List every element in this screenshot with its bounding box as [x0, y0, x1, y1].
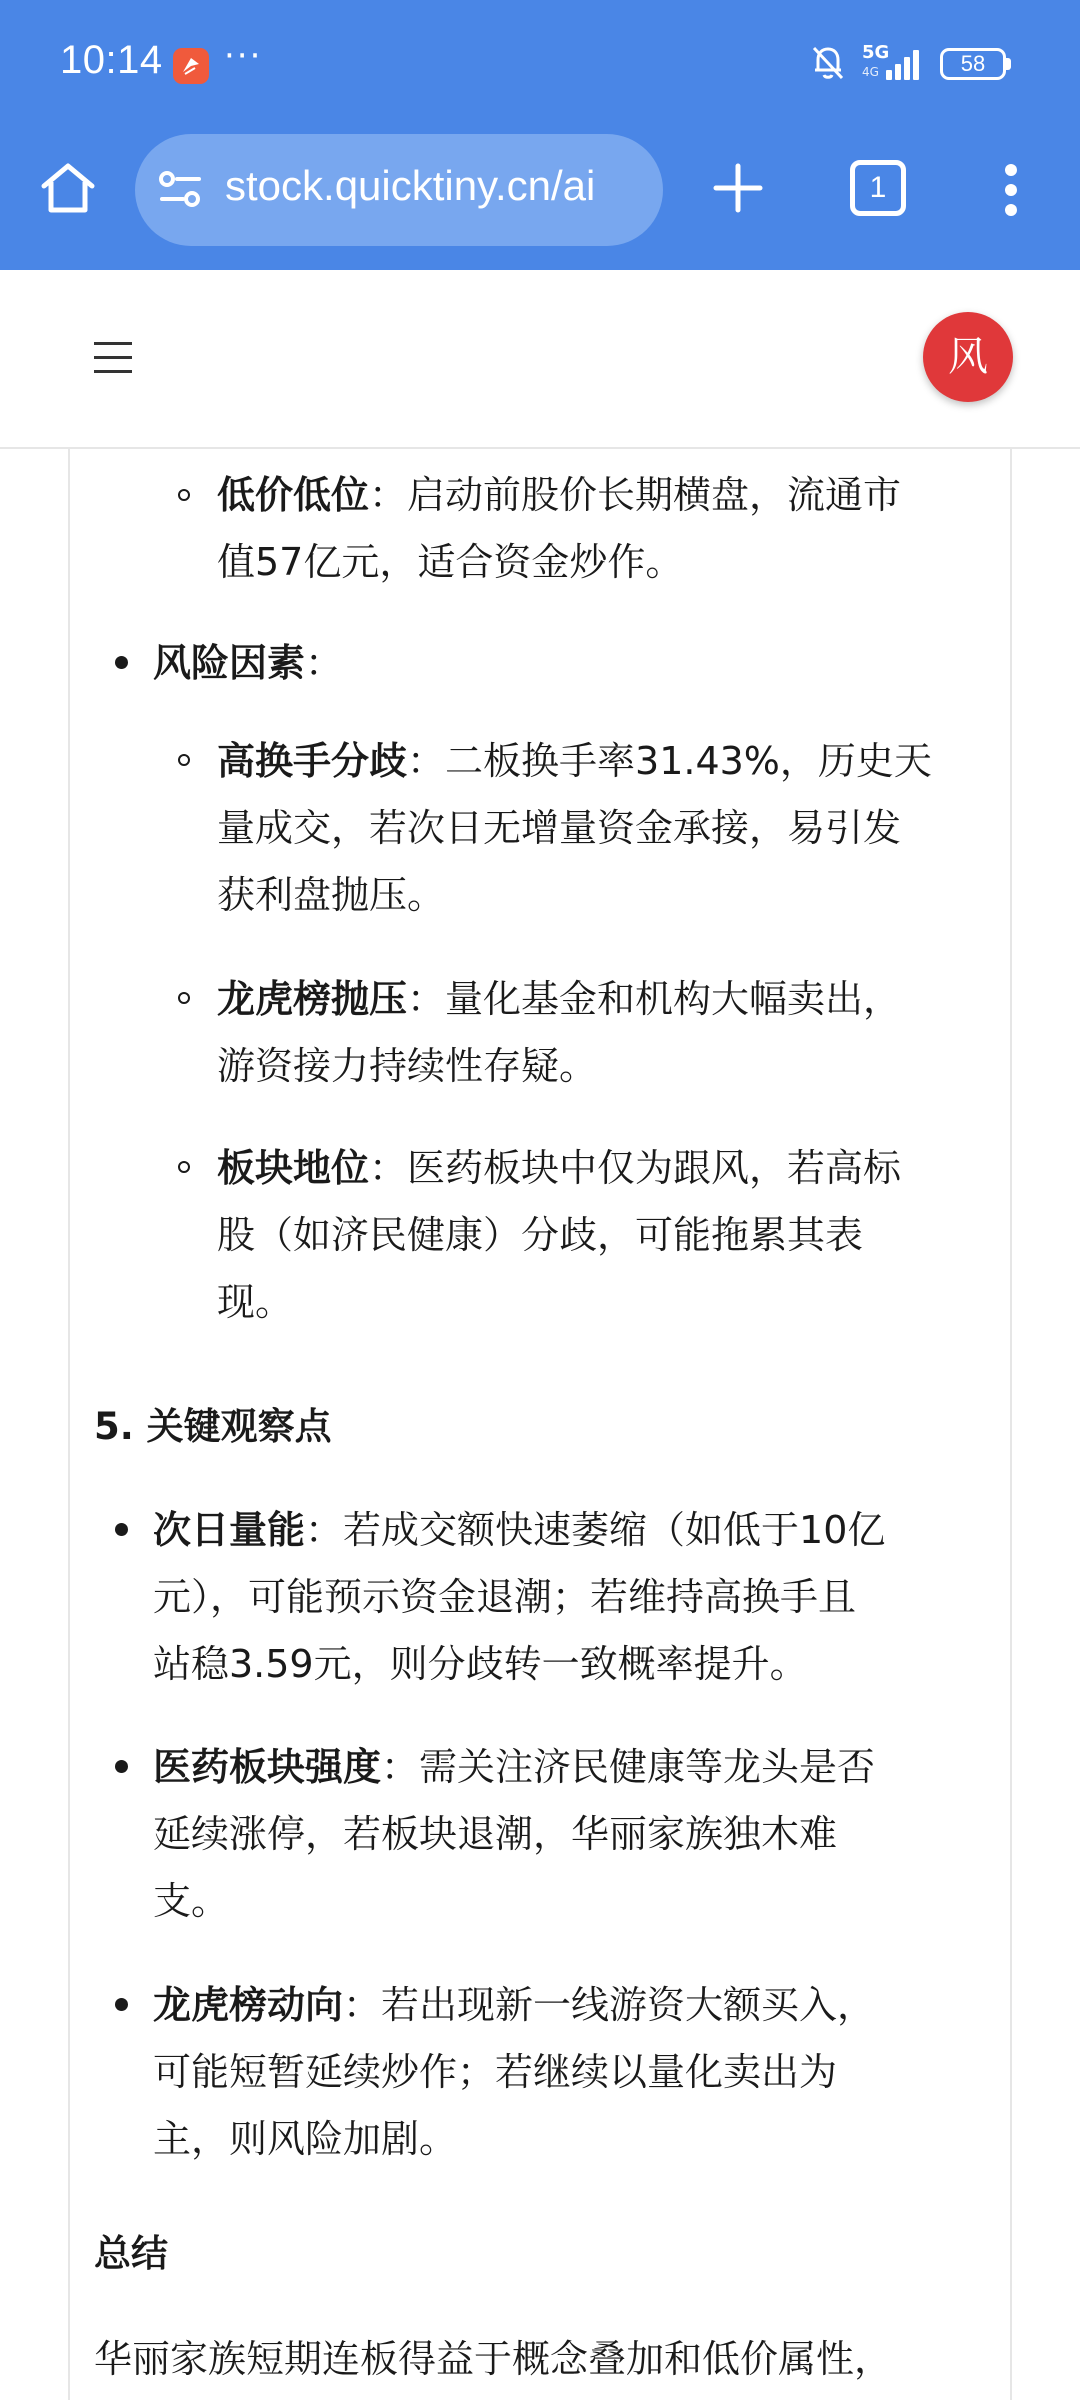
item-title: 次日量能	[153, 1508, 306, 1552]
tab-switcher-button[interactable]: 1	[850, 160, 906, 216]
site-settings-icon[interactable]	[159, 170, 203, 214]
hamburger-menu-icon[interactable]	[94, 336, 132, 380]
bullet	[115, 1998, 128, 2011]
list-item	[153, 630, 343, 697]
item-text: 可能短暂延续炒作；若继续以量化卖出为	[153, 2050, 838, 2094]
list-item	[153, 1497, 885, 1564]
site-header	[0, 270, 1080, 449]
network-type: 5G	[862, 42, 890, 63]
battery-level: 58	[960, 51, 986, 76]
list-item	[217, 966, 901, 1033]
user-avatar[interactable]: 风	[923, 312, 1013, 402]
item-text: ：若成交额快速萎缩（如低于10亿	[305, 1508, 886, 1552]
list-item	[217, 462, 901, 529]
item-text: ：医药板块中仅为跟风，若高标	[369, 1146, 902, 1190]
item-text: ：需关注济民健康等龙头是否	[381, 1745, 876, 1789]
item-text: 值57亿元，适合资金炒作。	[217, 540, 684, 584]
plus-icon	[708, 158, 768, 218]
item-text: 主，则风险加剧。	[153, 2117, 458, 2161]
signal-strength-icon	[884, 46, 926, 80]
item-text: 股（如济民健康）分歧，可能拖累其表	[217, 1213, 864, 1257]
item-text: 支。	[153, 1879, 230, 1923]
item-title: 板块地位	[217, 1146, 370, 1190]
item-title: 低价低位	[217, 473, 370, 517]
battery-icon	[940, 48, 1006, 80]
sub-bullet	[178, 1161, 190, 1173]
summary-heading: 总结	[94, 2232, 168, 2275]
list-item	[153, 1734, 875, 1801]
home-icon	[36, 156, 100, 220]
mute-bell-icon	[808, 42, 848, 86]
bullet	[115, 1760, 128, 1773]
battery-tip	[1006, 58, 1011, 70]
item-text: ：若出现新一线游资大额买入，	[343, 1983, 876, 2027]
item-text: ：	[305, 641, 344, 685]
item-title: 龙虎榜抛压	[217, 977, 408, 1021]
article-content	[68, 449, 1012, 2400]
item-text: 现。	[217, 1280, 294, 1324]
list-item	[153, 1972, 875, 2039]
list-item	[217, 728, 932, 795]
item-title: 龙虎榜动向	[153, 1983, 344, 2027]
item-text: 元），可能预示资金退潮；若维持高换手且	[153, 1575, 857, 1619]
summary-text: 华丽家族短期连板得益于概念叠加和低价属性，	[94, 2337, 893, 2381]
address-bar[interactable]	[135, 134, 663, 246]
section-heading: 5. 关键观察点	[94, 1405, 332, 1448]
item-title: 风险因素	[153, 641, 306, 685]
overflow-menu-icon[interactable]	[1000, 160, 1024, 220]
item-text: ：启动前股价长期横盘，流通市	[369, 473, 902, 517]
more-notifications-icon: ···	[224, 36, 263, 76]
status-time: 10:14	[60, 38, 163, 82]
item-text: ：二板换手率31.43%，历史天	[407, 739, 932, 783]
item-title: 高换手分歧	[217, 739, 408, 783]
sub-bullet	[178, 754, 190, 766]
new-tab-button[interactable]	[708, 158, 768, 218]
app-notification-icon	[173, 48, 209, 84]
item-text: 游资接力持续性存疑。	[217, 1044, 598, 1088]
item-title: 医药板块强度	[153, 1745, 382, 1789]
sub-bullet	[178, 489, 190, 501]
item-text: ：量化基金和机构大幅卖出，	[407, 977, 902, 1021]
list-item	[217, 1135, 901, 1202]
status-bar	[0, 0, 1080, 130]
item-text: 量成交，若次日无增量资金承接，易引发	[217, 806, 902, 850]
url-text[interactable]: stock.quicktiny.cn/ai	[225, 162, 596, 209]
home-button[interactable]	[36, 156, 100, 220]
network-subtype: 4G	[862, 65, 879, 79]
bullet	[115, 656, 128, 669]
bullet	[115, 1523, 128, 1536]
item-text: 站稳3.59元，则分歧转一致概率提升。	[153, 1642, 808, 1686]
browser-chrome	[0, 0, 1080, 270]
item-text: 延续涨停，若板块退潮，华丽家族独木难	[153, 1812, 838, 1856]
sub-bullet	[178, 992, 190, 1004]
item-text: 获利盘抛压。	[217, 873, 446, 917]
browser-toolbar	[0, 130, 1080, 270]
